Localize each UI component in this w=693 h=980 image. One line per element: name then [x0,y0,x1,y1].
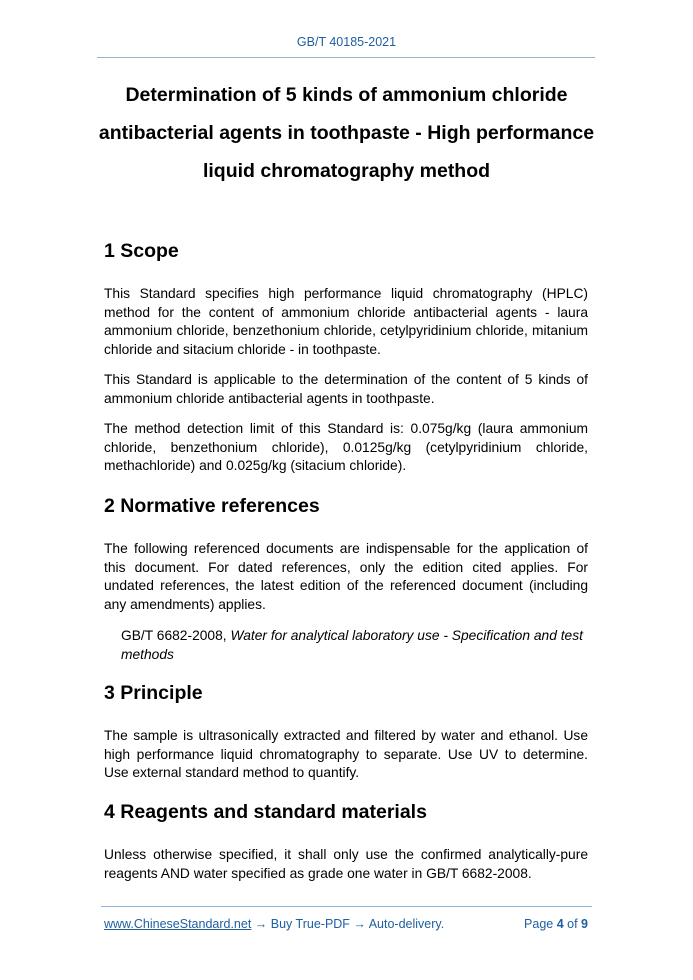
page-label: Page [524,917,557,931]
title-line-1: Determination of 5 kinds of ammonium chloride [125,84,568,106]
principle-paragraph-1: The sample is ultrasonically extracted and filtered by water and ethanol. Use high performance liquid chromatography to separate. Use UV to determine. Use external standard method to quantify. [104,728,588,780]
section-heading-principle: 3 Principle [104,682,203,704]
page-of-label: of [563,917,582,931]
standard-code-header: GB/T 40185-2021 [296,35,397,49]
reference-title: Water for analytical laboratory use - Specification and test methods [121,628,583,662]
section-heading-scope: 1 Scope [104,240,179,262]
normative-paragraph-1: The following referenced documents are indispensable for the application of this document. For dated references, only the edition cited applies. For undated references, the latest edition of the referenced document (including any amendments) applies. [104,541,588,612]
scope-paragraph-1: This Standard specifies high performance liquid chromatography (HPLC) method for the content of ammonium chloride antibacterial agents - laura ammonium chloride, benzethonium chloride, cetylpyridinium chloride, mitanium chloride and sitacium chloride - in toothpaste. [104,286,588,357]
footer-promo-text: → Buy True-PDF → Auto-delivery. [251,917,445,931]
header-divider [97,57,595,58]
scope-paragraph-3: The method detection limit of this Standard is: 0.075g/kg (laura ammonium chloride, benzethonium chloride), 0.0125g/kg (cetylpyridinium chloride, methachloride) and 0.025g/kg (sitacium chloride). [104,421,588,473]
document-title [90,76,603,190]
section-heading-normative-references: 2 Normative references [104,495,320,517]
normative-reference-item [121,627,589,664]
scope-paragraph-2: This Standard is applicable to the determination of the content of 5 kinds of ammonium chloride antibacterial agents in toothpaste. [104,372,588,406]
footer-site-link[interactable]: www.ChineseStandard.net [104,917,252,931]
page-indicator [524,917,588,931]
section-heading-reagents: 4 Reagents and standard materials [104,801,427,823]
reagents-paragraph-1: Unless otherwise specified, it shall only use the confirmed analytically-pure reagents AND water specified as grade one water in GB/T 6682-2008. [104,847,588,881]
total-page-count: 9 [581,917,588,931]
reference-code: GB/T 6682-2008, [121,628,231,643]
footer-divider [101,906,592,907]
title-line-3: liquid chromatography method [202,160,491,182]
current-page-number: 4 [556,917,564,931]
footer-promo [104,917,444,931]
title-line-2: antibacterial agents in toothpaste - High performance [98,122,595,144]
